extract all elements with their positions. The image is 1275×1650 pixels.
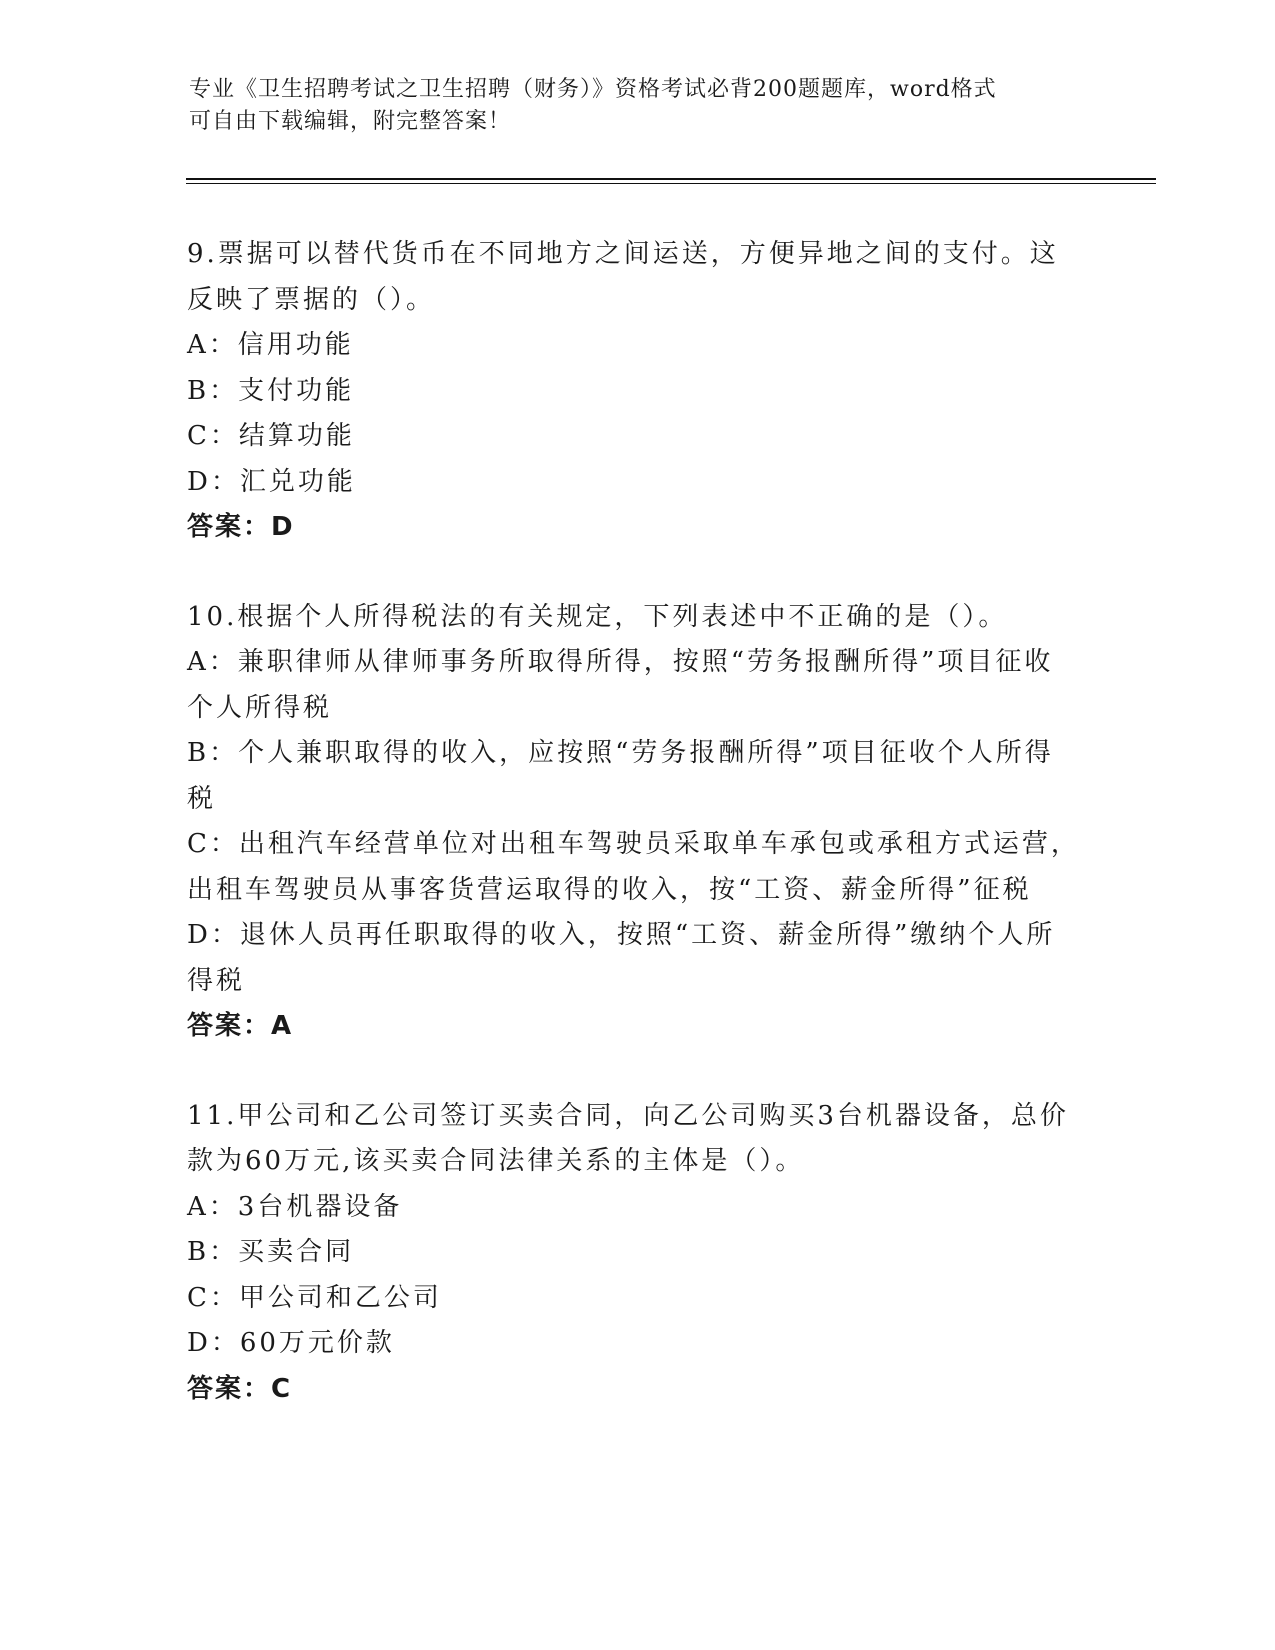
option-c-continued: 出租车驾驶员从事客货营运取得的收入，按“工资、薪金所得”征税 <box>187 874 1032 905</box>
option-b-continued: 税 <box>187 783 217 814</box>
question-stem-line: 款为60万元,该买卖合同法律关系的主体是（）。 <box>187 1146 805 1176</box>
option-d-continued: 得税 <box>187 965 246 996</box>
option-a-continued: 个人所得税 <box>187 692 333 723</box>
question-stem-line: 反映了票据的（）。 <box>187 284 436 315</box>
question-9 <box>187 232 1087 551</box>
option-d: D：60万元价款 <box>187 1328 395 1358</box>
question-stem-line: 11.甲公司和乙公司签订买卖合同，向乙公司购买3台机器设备，总价 <box>187 1100 1069 1131</box>
answer-line: 答案：D <box>187 512 295 542</box>
option-b: B：支付功能 <box>187 375 355 406</box>
answer-line: 答案：C <box>187 1373 293 1404</box>
question-stem-line: 10.根据个人所得税法的有关规定，下列表述中不正确的是（）。 <box>187 601 1008 632</box>
question-spacer <box>187 551 1087 595</box>
question-stem-line: 9.票据可以替代货币在不同地方之间运送，方便异地之间的支付。这 <box>187 239 1059 269</box>
option-d: D：退休人员再任职取得的收入，按照“工资、薪金所得”缴纳个人所 <box>187 920 1056 950</box>
option-c: C：出租汽车经营单位对出租车驾驶员采取单车承包或承租方式运营， <box>187 829 1080 859</box>
document-header <box>189 74 1069 138</box>
option-a: A：兼职律师从律师事务所取得所得，按照“劳务报酬所得”项目征收 <box>187 647 1054 677</box>
option-a: A：3台机器设备 <box>187 1191 403 1222</box>
option-b: B：买卖合同 <box>187 1237 355 1267</box>
header-line-2: 可自由下载编辑，附完整答案！ <box>189 109 512 134</box>
header-line-1: 专业《卫生招聘考试之卫生招聘（财务）》资格考试必背200题题库，word格式 <box>189 77 997 102</box>
question-list <box>187 232 1087 1412</box>
header-divider-thin <box>186 183 1156 184</box>
question-11 <box>187 1094 1087 1413</box>
header-divider-thick <box>186 178 1156 180</box>
answer-line: 答案：A <box>187 1011 294 1041</box>
question-10 <box>187 595 1087 1050</box>
option-d: D：汇兑功能 <box>187 466 356 497</box>
option-c: C：甲公司和乙公司 <box>187 1282 442 1313</box>
question-spacer <box>187 1050 1087 1094</box>
option-c: C：结算功能 <box>187 421 355 451</box>
option-b: B：个人兼职取得的收入，应按照“劳务报酬所得”项目征收个人所得 <box>187 738 1054 768</box>
option-a: A：信用功能 <box>187 330 354 360</box>
